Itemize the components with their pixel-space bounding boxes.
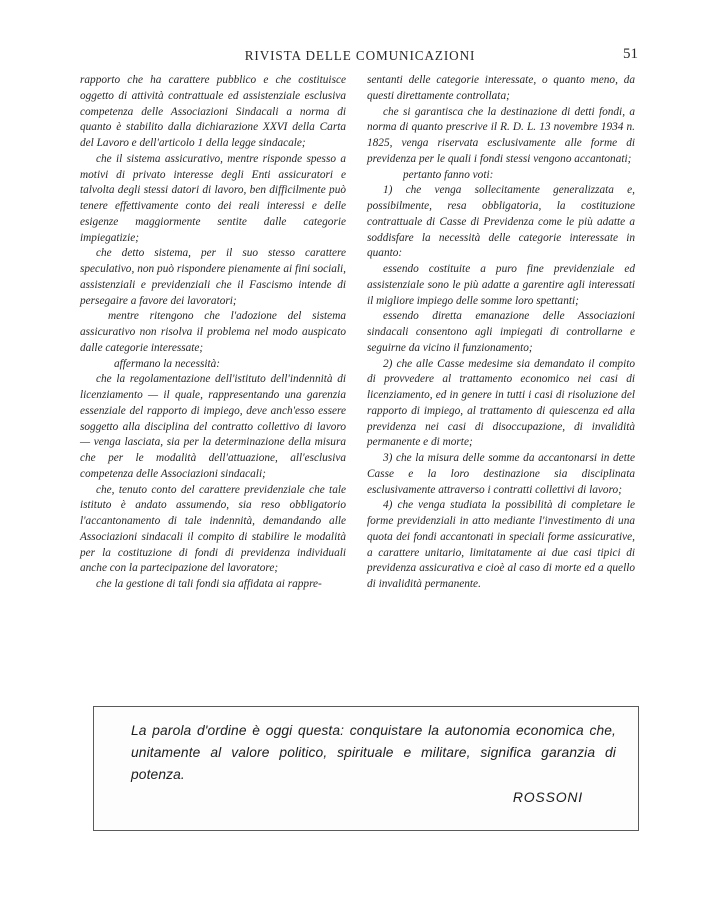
left-paragraph-7: che, tenuto conto del carattere previdenziale che tale istituto è andato assumendo, sia reso obbligatorio l'accantonamento di tale indennità, demandando alle Associazioni sindacali il compito di stabilire le modalità per la costituzione di fondi di previdenza individuali anche con la partecipazione del lavoratore; [80, 483, 346, 575]
left-paragraph-8: che la gestione di tali fondi sia affidata ai rappre- [96, 578, 322, 590]
right-paragraph-2: che si garantisca che la destinazione di detti fondi, a norma di quanto prescrive il R. D. L. 13 novembre 1934 n. 1825, venga riservata esclusivamente alle forme di previdenza per le quali i fondi stessi vengono accantonati; [367, 105, 635, 165]
left-paragraph-4: mentre ritengono che l'adozione del sistema assicurativo non risolva il problema nel modo auspicato dalle categorie interessate; [80, 310, 346, 354]
right-paragraph-7: 2) che alle Casse medesime sia demandato il compito di provvedere al trattamento economico nei casi di licenziamento, ed in genere in tutti i casi di risoluzione del rapporto di impiego, al trattamento di quiescenza ed alla previdenza nei casi di disoccupazione, di invalidità permanente e di morte; [367, 357, 635, 449]
left-paragraph-1: rapporto che ha carattere pubblico e che costituisce oggetto di attività contrattuale ed assistenziale esclusiva competenza delle Associazioni Sindacali a norma di quanto è stabilito dalla dichiarazione XXVI della Carta del Lavoro e dell'articolo 1 della legge sindacale; [80, 74, 346, 149]
left-column [80, 73, 346, 593]
right-column [367, 73, 635, 593]
page-header [80, 42, 640, 66]
right-paragraph-8: 3) che la misura delle somme da accantonarsi in dette Casse e la loro destinazione sia disciplinata esclusivamente attraverso i contratti collettivi di lavoro; [367, 452, 635, 496]
left-paragraph-3: che detto sistema, per il suo stesso carattere speculativo, non può rispondere pienamente ai fini sociali, assistenziali e previdenziali che il Fascismo intende di persegaire a favore dei lavoratori; [80, 247, 346, 307]
motto-signature: ROSSONI [512, 789, 583, 805]
page-number: 51 [623, 46, 638, 62]
right-paragraph-6: essendo diretta emanazione delle Associazioni sindacali consentono agli impiegati di controllarne e seguirne da vicino il funzionamento; [367, 310, 635, 354]
right-paragraph-3: pertanto fanno voti: [403, 168, 494, 181]
motto-text: La parola d'ordine è oggi questa: conquistare la autonomia economica che, unitamente al valore politico, spirituale e militare, significa garanzia di potenza. [131, 723, 616, 782]
right-paragraph-4: 1) che venga sollecitamente generalizzata e, possibilmente, resa obbligatoria, la costituzione contrattuale di Casse di Previdenza come le più adatte a soddisfare la necessità delle categorie interessate in quanto: [367, 184, 635, 260]
right-paragraph-1: sentanti delle categorie interessate, o quanto meno, da questi direttamente controllata; [367, 74, 635, 102]
left-paragraph-2: che il sistema assicurativo, mentre risponde spesso a motivi di privato interesse degli Enti assicuratori e talvolta degli stessi datori di lavoro, ben difficilmente può tenere effettivamente conto dei reali interessi e delle esigenze maggiormente sentite dalle categorie impiegatizie; [80, 152, 346, 244]
right-paragraph-9: 4) che venga studiata la possibilità di completare le forme previdenziali in atto mediante l'investimento di una quota dei fondi accantonati in speciali forme assicurative, a carattere unitario, limitatamente ai due casi tipici di previdenza assicurativa e cioè al caso di morte ed a quello di invalidità permanente. [367, 499, 635, 590]
running-title: RIVISTA DELLE COMUNICAZIONI [244, 48, 476, 63]
right-paragraph-5: essendo costituite a puro fine previdenziale ed assistenziale sono le più adatte a garentire agli interessati il migliore impiego delle somme loro spettanti; [367, 263, 635, 307]
left-paragraph-6: che la regolamentazione dell'istituto dell'indennità di licenziamento — il quale, rappresentando una garenzia essenziale del rapporto di impiego, deve anch'esso essere soggetto alla disciplina del contratto collettivo di lavoro — venga lasciata, sia per la determinazione della misura che per le modalità dell'attuazione, all'esclusiva competenza delle Associazioni sindacali; [80, 373, 346, 480]
motto-box [93, 706, 639, 831]
left-paragraph-5: affermano la necessità: [114, 357, 221, 370]
